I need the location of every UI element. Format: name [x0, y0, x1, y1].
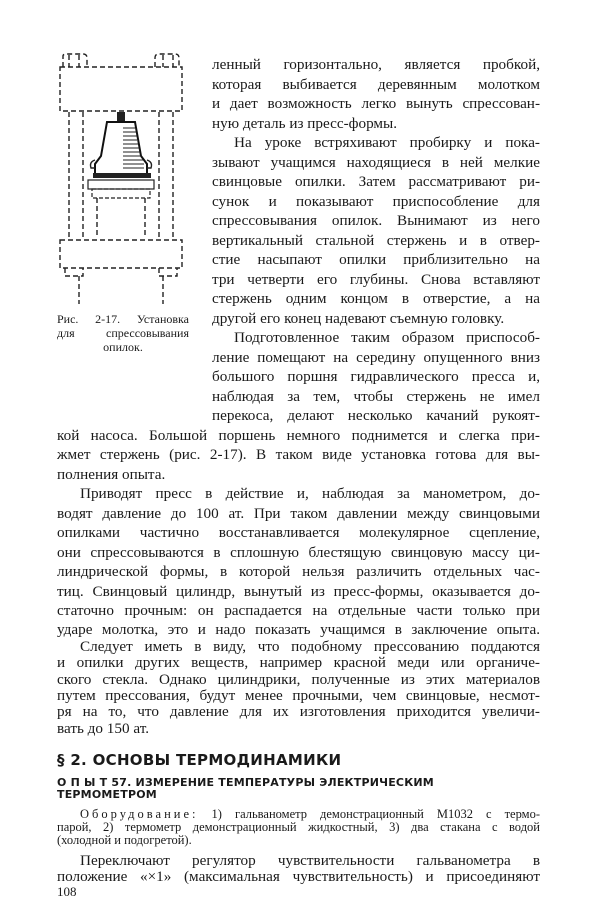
- experiment-title: ТЕРМОМЕТРОМ: [57, 788, 157, 801]
- text-line: статочно прочным: он распадается на отдельные части только при: [57, 602, 540, 619]
- text-line: Следует иметь в виду, что подобному прессованию поддаются: [80, 637, 540, 655]
- press-setup-figure-icon: [55, 52, 190, 307]
- text-line: зывают учащимся находящиеся в ней мелкие: [212, 153, 540, 171]
- page-number: 108: [57, 883, 77, 899]
- caption-line: Рис. 2-17. Установка: [57, 312, 189, 326]
- equipment-line: (холодной и подогретой).: [57, 832, 192, 847]
- text-line: тиц. Свинцовый цилиндр, вынутый из пресс-формы, оказывается до-: [57, 582, 540, 600]
- text-line: спрессовывания опилок. Вынимают из него: [212, 212, 540, 229]
- text-line: Приводят пресс в действие и, наблюдая за манометром, до-: [80, 485, 540, 502]
- text-line: путем прессования, будут менее прочными, чем свинцовые, несмот-: [57, 686, 540, 704]
- text-line: стие насыпают опилки приблизительно на: [212, 251, 540, 268]
- text-line: наблюдая за тем, чтобы стержень не имел: [212, 387, 540, 405]
- section-title: § 2. ОСНОВЫ ТЕРМОДИНАМИКИ: [57, 751, 342, 770]
- text-line: положение «×1» (максимальная чувствительность) и присоединяют: [57, 868, 540, 886]
- text-line: опилками частично восстанавливается молекулярное сцепление,: [57, 524, 540, 541]
- text-line: три четверти его глубины. Снова вставляют: [212, 270, 540, 288]
- text-line: ленный горизонтально, является пробкой,: [212, 56, 540, 73]
- text-line: ление помещают на середину опущенного вниз: [212, 348, 540, 366]
- text-line: вать до 150 ат.: [57, 719, 150, 737]
- equipment-text: 1) гальванометр демонстрационный М1032 с термо-: [211, 807, 540, 822]
- text-line: кой насоса. Большой поршень немного поднимется и слегка при-: [57, 426, 540, 444]
- text-line: вертикальный стальной стержень и в отвер-: [212, 231, 540, 249]
- text-line: Подготовленное таким образом приспособ-: [234, 329, 540, 346]
- text-line: жмет стержень (рис. 2-17). В таком виде установка готова для вы-: [57, 446, 540, 463]
- text-line: водят давление до 100 ат. При таком давлении между свинцовыми: [57, 504, 540, 522]
- caption-line: для спрессовывания: [57, 326, 189, 340]
- text-line: На уроке встряхивают пробирку и пока-: [234, 134, 540, 151]
- text-line: которая выбивается деревянным молотком: [212, 75, 540, 93]
- text-line: перекоса, делают несколько качаний рукоят-: [212, 407, 540, 424]
- experiment-title: О П Ы Т 57. ИЗМЕРЕНИЕ ТЕМПЕРАТУРЫ ЭЛЕКТРИЧЕСКИМ: [57, 776, 434, 790]
- text-line: большого поршня гидравлического пресса и,: [212, 368, 540, 385]
- text-line: ря на то, что давление для их изготовления приходится увеличи-: [57, 703, 540, 721]
- text-line: ского стекла. Однако цилиндрики, полученные из этих материалов: [57, 670, 540, 688]
- text-line: и дает возможность легко вынуть спрессован-: [212, 95, 540, 112]
- equipment-label: Оборудование:: [80, 807, 199, 822]
- text-line: они спрессовываются в сплошную блестящую свинцовую массу ци-: [57, 543, 540, 561]
- equipment-line: парой, 2) термометр демонстрационный жидкостный, 3) два стакана с водой: [57, 819, 540, 834]
- text-line: Переключают регулятор чувствительности гальванометра в: [80, 852, 540, 869]
- text-line: другой его конец надевают съемную головку.: [212, 309, 505, 327]
- text-line: ударе молотка, это и надо показать учащимся в заключение опыта.: [57, 621, 540, 639]
- text-line: и опилки других веществ, например красной меди или органиче-: [57, 654, 540, 672]
- caption-line: опилок.: [103, 340, 143, 354]
- figure-caption: [57, 312, 189, 354]
- text-line: линдрической формы, в которой нельзя различить отдельных час-: [57, 563, 540, 580]
- text-line: свинцовые опилки. Затем рассматривают ри-: [212, 173, 540, 190]
- text-line: стержень одним концом в отверстие, а на: [212, 290, 540, 307]
- text-line: полнения опыта.: [57, 465, 166, 483]
- text-line: ную деталь из пресс-формы.: [212, 114, 398, 132]
- text-line: сунок и показывают приспособление для: [212, 192, 540, 210]
